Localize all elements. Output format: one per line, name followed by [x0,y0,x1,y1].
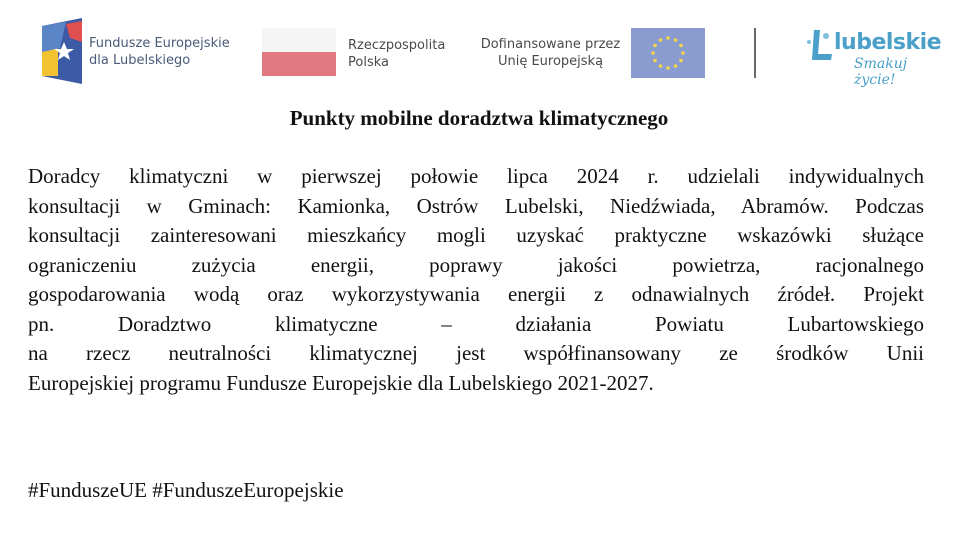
body-line: ograniczeniu zużycia energii, poprawy jakości powietrza, racjonalnego [28,252,924,277]
body-line: na rzecz neutralności klimatycznej jest współfinansowany ze środków Unii [28,341,924,365]
body-line: Doradcy klimatyczni w pierwszej połowie lipca 2024 r. udzielali indywidualnych [28,164,924,188]
body-line: konsultacji w Gminach: Kamionka, Ostrów Lubelski, Niedźwiada, Abramów. Podczas [28,193,924,218]
body-line: konsultacji zainteresowani mieszkańcy mogli uzyskać praktyczne wskazówki służące [28,223,924,247]
eu-flag-icon [631,28,705,78]
lubelskie-logo [800,24,950,88]
logo-divider [754,28,756,78]
lubelskie-mark-icon [804,26,836,66]
pl-logo-line2: Polska [348,55,389,70]
body-paragraph [28,162,924,398]
eu-logo-line1: Dofinansowane przez [480,37,621,52]
lubelskie-name: lubelskie [834,30,942,55]
body-line: pn. Doradztwo klimatyczne – działania Powiatu Lubartowskiego [28,311,924,336]
eu-cofinancing-logo [478,28,708,80]
hashtags: #FunduszeUE #FunduszeEuropejskie [28,478,344,502]
lubelskie-tagline: Smakuj życie! [854,56,908,88]
fundusze-europejskie-logo [42,18,242,86]
pl-logo-line1: Rzeczpospolita [348,38,446,53]
polish-flag-icon [262,28,336,76]
body-line: Europejskiej programu Fundusze Europejskie dla Lubelskiego 2021-2027. [28,370,654,395]
body-line: gospodarowania wodą oraz wykorzystywania energii z odnawialnych źródeł. Projekt [28,282,924,306]
fe-logo-line2: dla Lubelskiego [89,53,191,68]
eu-logo-line2: Unię Europejską [497,54,604,69]
rzeczpospolita-polska-logo [262,28,462,80]
logo-bar [0,0,958,100]
fe-logo-line1: Fundusze Europejskie [89,36,230,51]
page-title: Punkty mobilne doradztwa klimatycznego [289,106,669,130]
fe-star-icon [42,18,82,84]
